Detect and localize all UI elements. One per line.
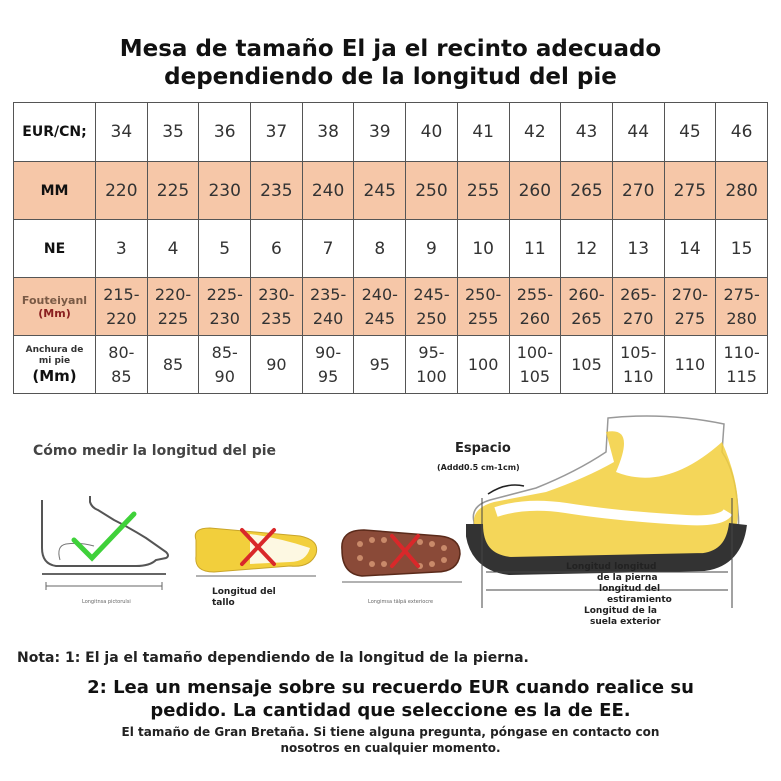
measure-heading: Cómo medir la longitud del pie: [33, 443, 277, 459]
mm-cell: 275: [664, 162, 716, 220]
mm-cell: 225: [147, 162, 199, 220]
row-eur: [14, 103, 768, 162]
eur-cell: 39: [354, 103, 406, 162]
mm-cell: 280: [716, 162, 768, 220]
ne-cell: 8: [354, 220, 406, 278]
mm-cell: 220: [96, 162, 148, 220]
ne-cell: 7: [302, 220, 354, 278]
space-subtitle: (Addd0.5 cm-1cm): [437, 463, 520, 472]
eur-cell: 34: [96, 103, 148, 162]
size-table: [13, 102, 768, 394]
ne-cell: 12: [561, 220, 613, 278]
eur-cell: 45: [664, 103, 716, 162]
foot-width-cell: 90- 95: [302, 336, 354, 394]
foot-length-cell: 270- 275: [664, 278, 716, 336]
foot-length-cell: 255- 260: [509, 278, 561, 336]
eur-cell: 37: [251, 103, 303, 162]
insole-icon: [190, 520, 322, 580]
length-label-5: Longitud de la: [584, 606, 657, 616]
page-title: Mesa de tamaño El ja el recinto adecuado: [119, 36, 662, 62]
eur-cell: 36: [199, 103, 251, 162]
foot-width-cell: 110: [664, 336, 716, 394]
ne-cell: 11: [509, 220, 561, 278]
mm-cell: 260: [509, 162, 561, 220]
outsole-illustration: [336, 520, 468, 586]
page-title-line2: dependiendo de la longitud del pie: [164, 64, 617, 90]
mm-cell: 265: [561, 162, 613, 220]
length-label-3: longitud del: [599, 584, 661, 594]
space-title: Espacio: [455, 441, 511, 456]
foot-width-cell: 105- 110: [612, 336, 664, 394]
eur-cell: 38: [302, 103, 354, 162]
header-foot-length: Fouteiyanl (Mm): [14, 278, 96, 336]
foot-length-cell: 265- 270: [612, 278, 664, 336]
eur-cell: 46: [716, 103, 768, 162]
foot-length-cell: 260- 265: [561, 278, 613, 336]
row-foot-length: [14, 278, 768, 336]
eur-cell: 40: [406, 103, 458, 162]
length-label-1: Longitud longitud: [566, 562, 657, 572]
foot-length-cell: 245- 250: [406, 278, 458, 336]
eur-cell: 44: [612, 103, 664, 162]
note-1: Nota: 1: El ja el tamaño dependiendo de la longitud de la pierna.: [17, 650, 529, 666]
eur-cell: 43: [561, 103, 613, 162]
row-ne: [14, 220, 768, 278]
foot-length-cell: 275- 280: [716, 278, 768, 336]
foot-length-cell: 235- 240: [302, 278, 354, 336]
caption-foot: Longitnsa pictorulsi: [82, 599, 131, 605]
foot-width-cell: 105: [561, 336, 613, 394]
length-label-4: estiramiento: [607, 595, 672, 605]
caption-outsole: Longimsa tälpä exteriocre: [368, 599, 434, 605]
header-mm: MM: [14, 162, 96, 220]
row-foot-width: [14, 336, 768, 394]
outsole-icon: [336, 520, 468, 586]
foot-width-cell: 100- 105: [509, 336, 561, 394]
foot-length-cell: 225- 230: [199, 278, 251, 336]
ne-cell: 9: [406, 220, 458, 278]
foot-width-cell: 90: [251, 336, 303, 394]
ne-cell: 10: [457, 220, 509, 278]
mm-cell: 230: [199, 162, 251, 220]
eur-cell: 41: [457, 103, 509, 162]
eur-cell: 35: [147, 103, 199, 162]
row-mm: [14, 162, 768, 220]
foot-width-cell: 110- 115: [716, 336, 768, 394]
mm-cell: 255: [457, 162, 509, 220]
foot-length-cell: 250- 255: [457, 278, 509, 336]
foot-check-illustration: [38, 488, 170, 598]
foot-width-cell: 85- 90: [199, 336, 251, 394]
mm-cell: 235: [251, 162, 303, 220]
ne-cell: 4: [147, 220, 199, 278]
foot-width-cell: 100: [457, 336, 509, 394]
caption-insole-2: tallo: [212, 598, 235, 608]
ne-cell: 13: [612, 220, 664, 278]
note-2: 2: Lea un mensaje sobre su recuerdo EUR cuando realice su pedido. La cantidad que seleccione es la de EE.: [87, 677, 694, 721]
foot-width-cell: 85: [147, 336, 199, 394]
foot-icon: [38, 488, 170, 598]
foot-length-cell: 215- 220: [96, 278, 148, 336]
mm-cell: 245: [354, 162, 406, 220]
insole-illustration: [190, 520, 322, 580]
ne-cell: 6: [251, 220, 303, 278]
ne-cell: 14: [664, 220, 716, 278]
header-foot-width: Anchura de mi pie (Mm): [14, 336, 96, 394]
header-ne: NE: [14, 220, 96, 278]
length-label-2: de la pierna: [597, 573, 658, 583]
note-3: El tamaño de Gran Bretaña. Si tiene alguna pregunta, póngase en contacto con nosotros en cualquier momento.: [121, 725, 660, 755]
foot-width-cell: 95: [354, 336, 406, 394]
foot-length-cell: 240- 245: [354, 278, 406, 336]
length-label-6: suela exterior: [590, 617, 661, 627]
ne-cell: 15: [716, 220, 768, 278]
foot-width-cell: 80- 85: [96, 336, 148, 394]
ne-cell: 3: [96, 220, 148, 278]
foot-length-cell: 220- 225: [147, 278, 199, 336]
check-icon: [74, 514, 134, 558]
eur-cell: 42: [509, 103, 561, 162]
foot-width-cell: 95- 100: [406, 336, 458, 394]
mm-cell: 250: [406, 162, 458, 220]
header-eur: EUR/CN;: [14, 103, 96, 162]
foot-length-cell: 230- 235: [251, 278, 303, 336]
ne-cell: 5: [199, 220, 251, 278]
mm-cell: 240: [302, 162, 354, 220]
mm-cell: 270: [612, 162, 664, 220]
caption-insole-1: Longitud del: [212, 587, 276, 597]
